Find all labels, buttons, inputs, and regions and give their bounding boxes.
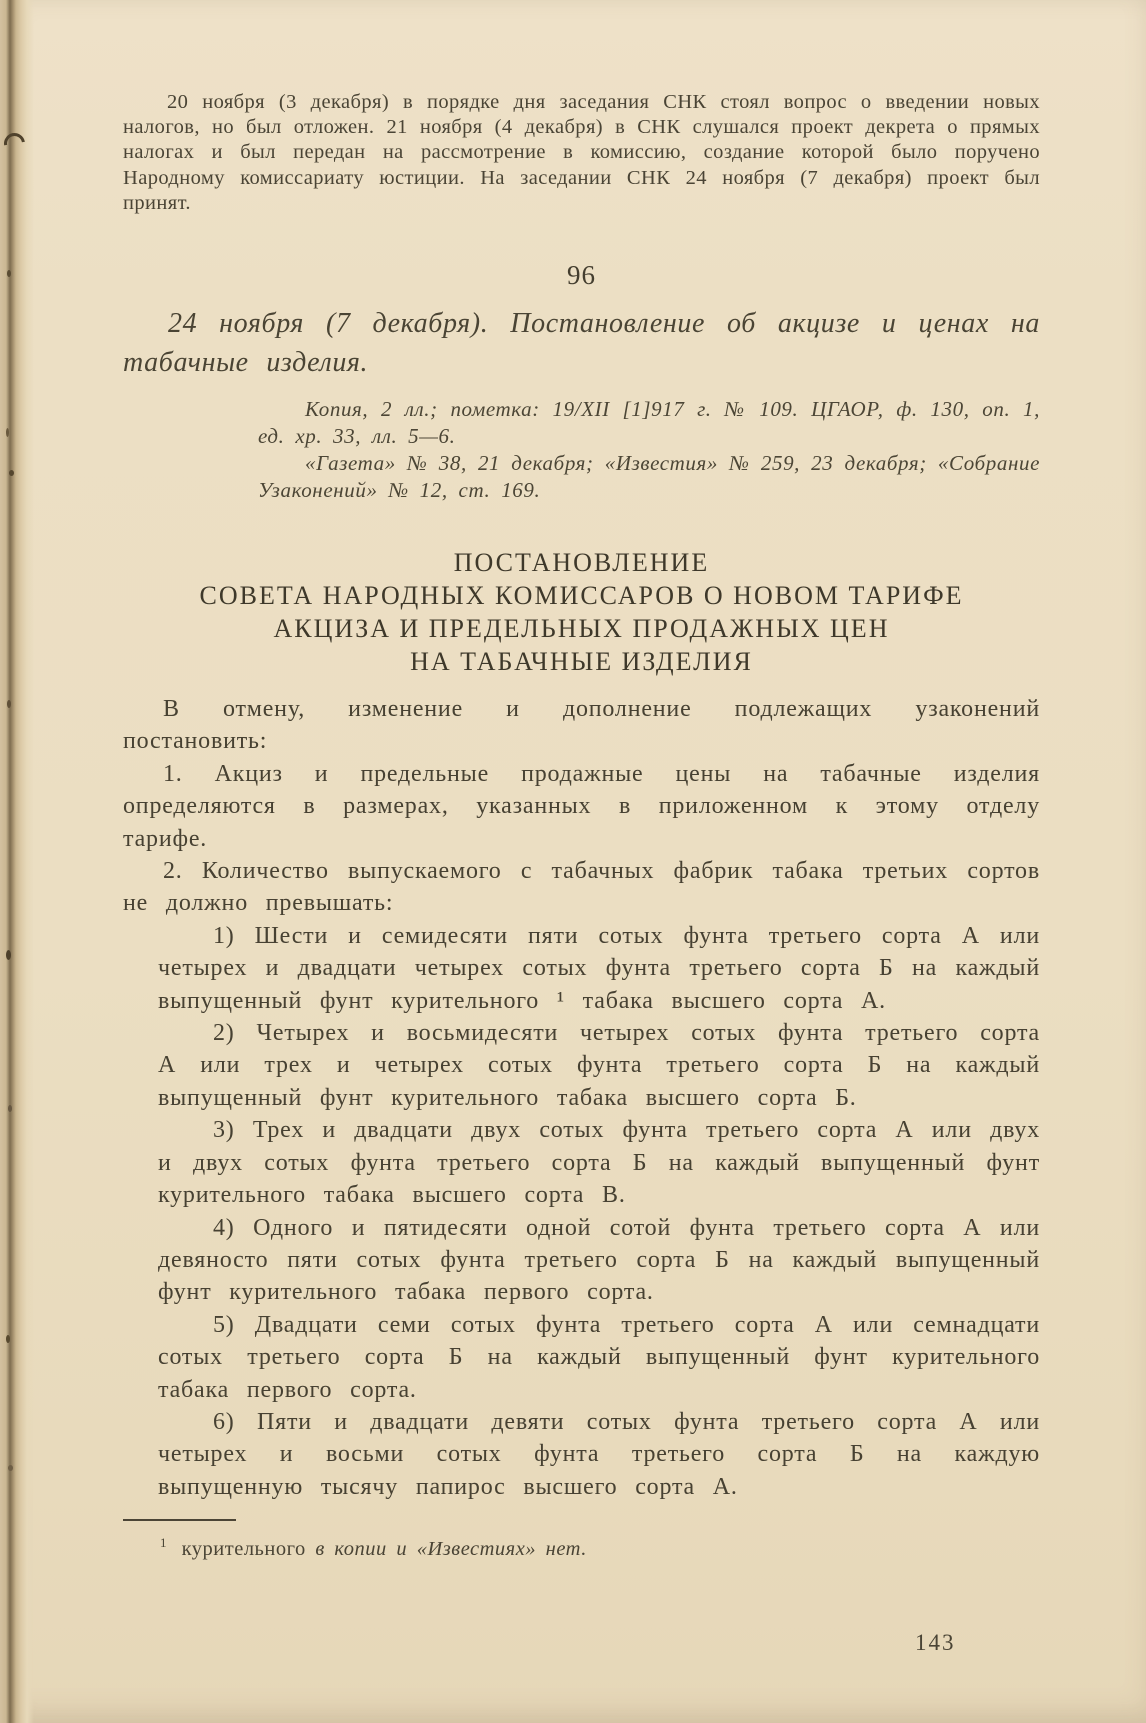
article-2-sub-items <box>158 920 1040 1503</box>
footnote-rule <box>123 1519 236 1521</box>
editorial-intro-note: 20 ноября (3 декабря) в порядке дня заседания СНК стоял вопрос о введении новых налогов, но был отложен. 21 ноября (4 декабря) в СНК слушался проект декрета о прямых налогах и был передан на рассмотрение в комиссию, создание которой было поручено Народному комиссариату юстиции. На заседании СНК 24 ноября (7 декабря) проект был принят. <box>123 91 1040 214</box>
document-title: 24 ноября (7 декабря). Постановление об акцизе и ценах на табачные изделия. <box>123 308 1040 379</box>
source-note-archive: Копия, 2 лл.; пометка: 19/XII [1]917 г. № 109. ЦГАОР, ф. 130, оп. 1, ед. хр. 33, лл. 5—6. <box>258 397 1040 449</box>
scan-artifact <box>7 270 11 277</box>
sub-item-1: 1) Шести и семидесяти пяти сотых фунта третьего сорта А или четырех и двадцати четырех сотых фунта третьего сорта Б на каждый выпущенный фунт курительного ¹ табака высшего сорта А. <box>158 922 1040 1014</box>
scan-artifact <box>6 428 9 437</box>
book-binding-edge <box>0 0 34 1723</box>
sub-item-6: 6) Пяти и двадцати девяти сотых фунта третьего сорта А или четырех и восьми сотых фунта третьего сорта Б на каждую выпущенную тысячу папирос высшего сорта А. <box>158 1408 1040 1500</box>
paragraph-article-2: 2. Количество выпускаемого с табачных фабрик табака третьих сортов не должно превышать: <box>123 858 1040 917</box>
sub-item-4: 4) Одного и пятидесяти одной сотой фунта третьего сорта А или девяносто пяти сотых фунта третьего сорта Б на каждый выпущенный фунт курительного табака первого сорта. <box>158 1214 1040 1306</box>
page-content <box>123 0 1040 1562</box>
page-number: 143 <box>915 1630 956 1655</box>
footnote-word: курительного <box>181 1538 306 1560</box>
scan-artifact <box>8 1105 12 1112</box>
scan-artifact <box>8 1465 13 1471</box>
heading-line-1: ПОСТАНОВЛЕНИЕ <box>453 548 710 578</box>
heading-line-4: НА ТАБАЧНЫЕ ИЗДЕЛИЯ <box>410 647 753 677</box>
sub-item-2: 2) Четырех и восьмидесяти четырех сотых фунта третьего сорта А или трех и четырех сотых фунта третьего сорта Б на каждый выпущенный фунт курительного табака высшего сорта Б. <box>158 1020 1040 1111</box>
footnote-text <box>123 1530 1040 1562</box>
paragraph-preamble: В отмену, изменение и дополнение подлежащих узаконений постановить: <box>123 696 1040 755</box>
document-heading <box>123 546 1040 678</box>
paragraph-article-1: 1. Акциз и предельные продажные цены на табачные изделия определяются в размерах, указанных в приложенном к этому отделу тарифе. <box>123 760 1040 852</box>
scan-artifact <box>9 470 14 476</box>
footnote <box>123 1519 1040 1562</box>
scan-artifact <box>6 950 11 960</box>
heading-line-3: АКЦИЗА И ПРЕДЕЛЬНЫХ ПРОДАЖНЫХ ЦЕН <box>273 614 890 644</box>
scan-artifact <box>7 700 11 708</box>
footnote-note: в копии и «Известиях» нет. <box>315 1538 587 1560</box>
sub-item-3: 3) Трех и двадцати двух сотых фунта третьего сорта А или двух и двух сотых фунта третьего сорта Б на каждый выпущенный фунт курительного табака высшего сорта В. <box>158 1117 1040 1209</box>
document-number: 96 <box>567 260 596 291</box>
source-note <box>258 396 1040 504</box>
scan-artifact <box>6 1335 10 1343</box>
footnote-marker: 1 <box>160 1535 167 1551</box>
sub-item-5: 5) Двадцати семи сотых фунта третьего сорта А или семнадцати сотых третьего сорта Б на каждый выпущенный фунт курительного табака первого сорта. <box>158 1311 1040 1403</box>
source-note-publications: «Газета» № 38, 21 декабря; «Известия» № 259, 23 декабря; «Собрание Узаконений» № 12, ст. 169. <box>258 451 1040 503</box>
heading-line-2: СОВЕТА НАРОДНЫХ КОМИССАРОВ О НОВОМ ТАРИФЕ <box>199 581 964 611</box>
